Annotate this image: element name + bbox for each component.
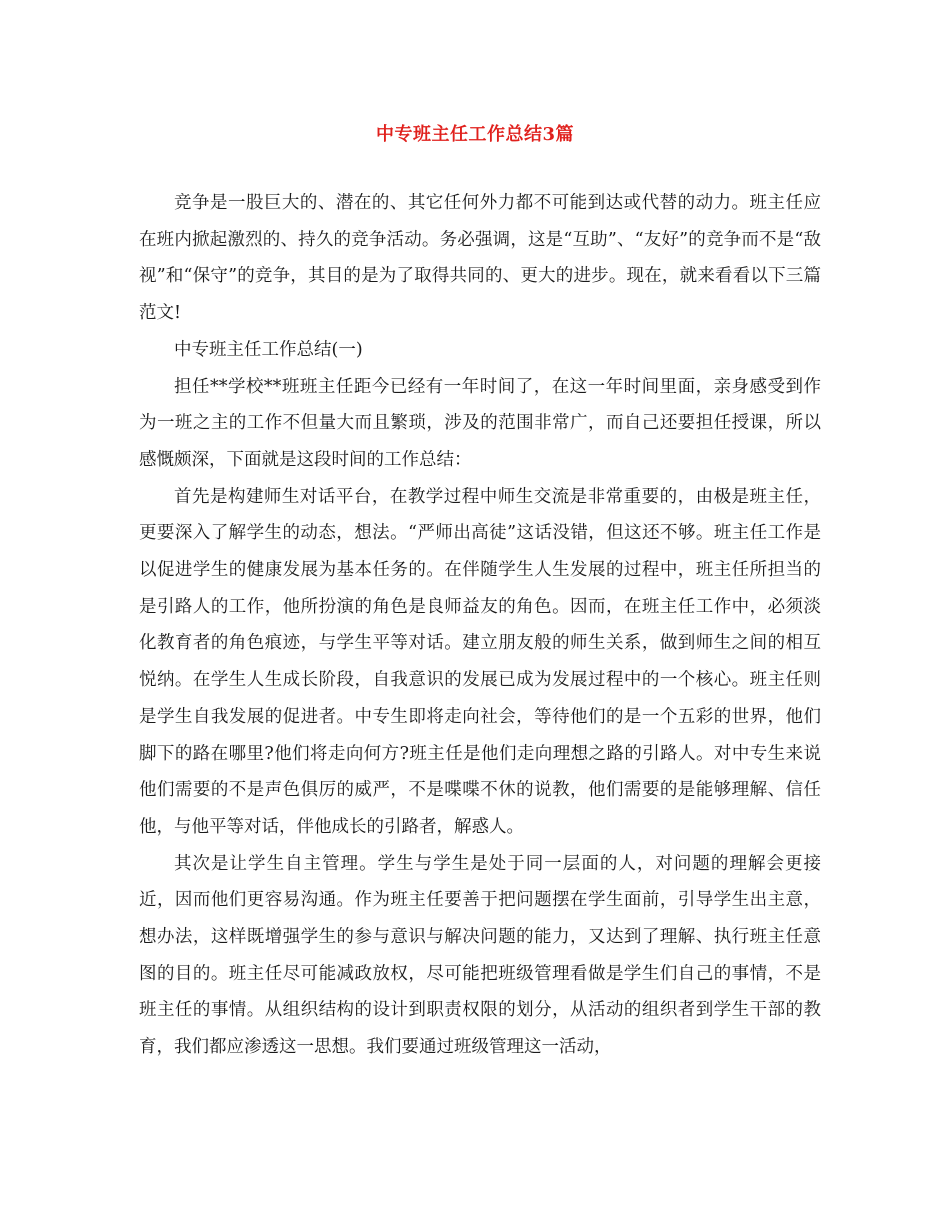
- paragraph-intro: 竞争是一股巨大的、潜在的、其它任何外力都不可能到达或代替的动力。班主任应在班内掀起激烈的、持久的竞争活动。务必强调，这是“互助”、“友好”的竞争而不是“敌视”和“保守”的竞争，其目的是为了取得共同的、更大的进步。现在，就来看看以下三篇范文!: [139, 193, 821, 324]
- document-body: [139, 185, 821, 1066]
- document-title: 中专班主任工作总结3篇: [375, 124, 575, 145]
- paragraph-2: 首先是构建师生对话平台，在教学过程中师生交流是非常重要的，由极是班主任，更要深入了解学生的动态，想法。“严师出高徒”这话没错，但这还不够。班主任工作是以促进学生的健康发展为基本任务的。在伴随学生人生发展的过程中，班主任所担当的是引路人的工作，他所扮演的角色是良师益友的角色。因而，在班主任工作中，必须淡化教育者的角色痕迹，与学生平等对话。建立朋友般的师生关系，做到师生之间的相互悦纳。在学生人生成长阶段，自我意识的发展已成为发展过程中的一个核心。班主任则是学生自我发展的促进者。中专生即将走向社会，等待他们的是一个五彩的世界，他们脚下的路在哪里?他们将走向何方?班主任是他们走向理想之路的引路人。对中专生来说他们需要的不是声色俱厉的威严，不是喋喋不休的说教，他们需要的是能够理解、信任他，与他平等对话，伴他成长的引路者，解惑人。: [139, 486, 821, 837]
- section-heading-1: 中专班主任工作总结(一): [174, 339, 363, 360]
- paragraph-3: 其次是让学生自主管理。学生与学生是处于同一层面的人，对问题的理解会更接近，因而他们更容易沟通。作为班主任要善于把问题摆在学生面前，引导学生出主意，想办法，这样既增强学生的参与意识与解决问题的能力，又达到了理解、执行班主任意图的目的。班主任尽可能减政放权，尽可能把班级管理看做是学生们自己的事情，不是班主任的事情。从组织结构的设计到职责权限的划分，从活动的组织者到学生干部的教育，我们都应渗透这一思想。我们要通过班级管理这一活动，: [139, 853, 821, 1058]
- paragraph-1: 担任**学校**班班主任距今已经有一年时间了，在这一年时间里面，亲身感受到作为一班之主的工作不但量大而且繁琐，涉及的范围非常广，而自己还要担任授课，所以感慨颇深，下面就是这段时间的工作总结：: [139, 376, 821, 470]
